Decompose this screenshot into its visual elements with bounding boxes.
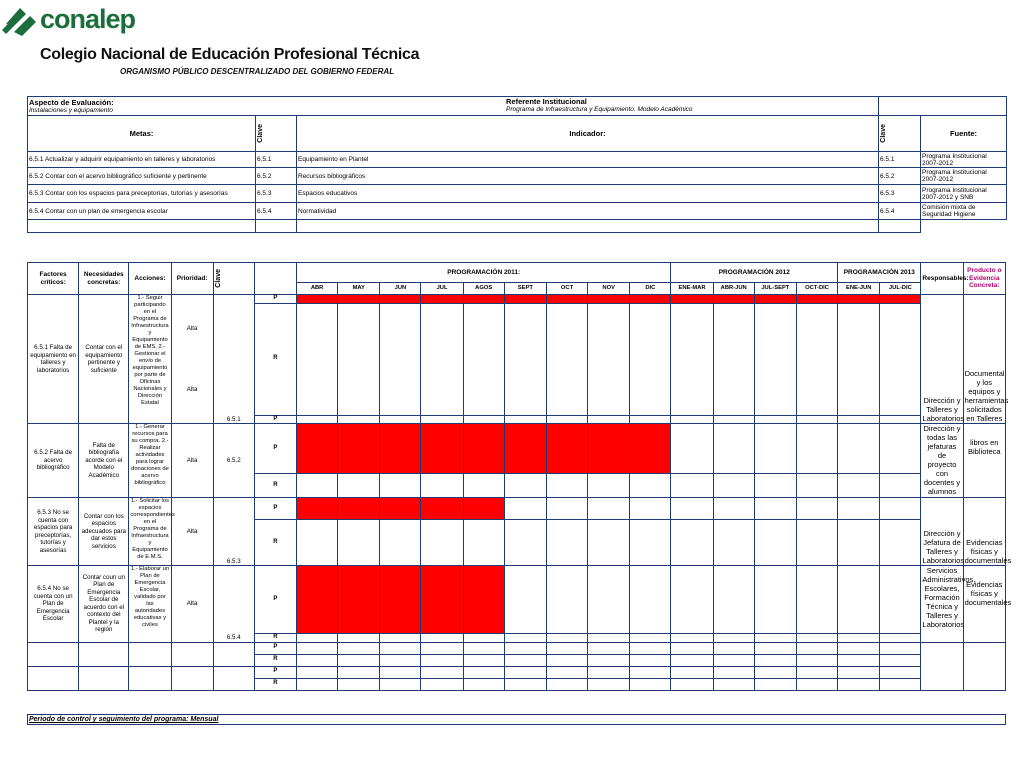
- programacion-table: [27, 262, 1012, 691]
- r-label: R: [254, 474, 296, 498]
- necesidad-cell: Contar con el equipamiento pertinente y suficiente: [79, 295, 129, 424]
- fuente-header: Fuente:: [921, 116, 1007, 152]
- r-label: R: [254, 303, 296, 415]
- r-label: R: [254, 634, 296, 643]
- clave2-cell: 6.5.4: [879, 203, 921, 220]
- p-label: P: [254, 295, 296, 304]
- clave2-header: Clave: [879, 116, 921, 152]
- gantt-bar: [297, 498, 338, 520]
- factor-cell: 6.5.2 Falta de acervo bibliográfico: [28, 424, 79, 498]
- header: [0, 0, 420, 80]
- factor-cell: 6.5.4 No se cuenta con un Plan de Emergencia Escolar: [28, 566, 79, 643]
- fuente-cell: Comisión mixta de Seguridad Higiene: [921, 203, 1007, 220]
- referente-block: [506, 98, 966, 113]
- accion-cell: 1.- Elaborar un Plan de Emergencia Escolar, validado por las autoridades educativas y civiles: [129, 566, 171, 643]
- fuente-cell: Programa Institucional 2007-2012 y SNB: [921, 185, 1007, 203]
- gantt-bar: [838, 295, 880, 304]
- footer-text: Periodo de control y seguimiento del programa: Mensual: [28, 715, 1006, 725]
- indicador-cell: Equipamiento en Plantel: [297, 152, 879, 168]
- gantt-bar: [338, 424, 380, 474]
- prioridad-header: Prioridad:: [171, 263, 213, 295]
- gantt-bar: [421, 498, 463, 520]
- gantt-bar: [754, 295, 796, 304]
- clave-cell: 6.5.2: [256, 168, 297, 185]
- month-header: JUL-DIC: [880, 283, 921, 295]
- month-header: ABR-JUN: [713, 283, 754, 295]
- gantt-bar: [421, 424, 463, 474]
- accion-cell: 1.- Seguir participando en el Programa de Infraestructura y Equipamiento de EMS. 2.- Gestionar el envío de equipamiento por parte de Oficinas Nacionales y Dirección Estatal: [129, 295, 171, 424]
- gantt-bar: [463, 498, 504, 520]
- factor-cell: 6.5.1 Falta de equipamiento en talleres y laboratorios: [28, 295, 79, 424]
- month-header: JUL-SEPT: [754, 283, 796, 295]
- gantt-bar: [463, 424, 504, 474]
- month-header: NOV: [588, 283, 630, 295]
- metas-table: [27, 96, 1007, 233]
- clave-cell: 6.5.3: [256, 185, 297, 203]
- prioridad-cell: Alta Alta: [171, 295, 213, 424]
- month-header: OCT-DIC: [796, 283, 837, 295]
- gantt-bar: [588, 295, 630, 304]
- accion-cell: 1.- Generar recursos para su compra. 2.- Realizar actividades para lograr donaciones de acervo bibliográfico: [129, 424, 171, 498]
- producto-header: Producto o Evidencia Concreta:: [963, 263, 1005, 295]
- footer-table: [27, 714, 1006, 725]
- month-header: JUN: [380, 283, 421, 295]
- institution-title: Colegio Nacional de Educación Profesional Técnica: [40, 46, 420, 63]
- table-row: [28, 185, 1007, 203]
- referente-value: Programa de Infraestructura y Equipamiento. Modelo Académico: [506, 106, 693, 113]
- meta-cell: 6.5.4 Contar con un plan de emergencia escolar: [28, 203, 256, 220]
- p-label: P: [254, 415, 296, 424]
- brand-name: conalep: [40, 4, 136, 34]
- conalep-logo-icon: [0, 2, 40, 40]
- gantt-bar: [380, 424, 421, 474]
- month-header: OCT: [546, 283, 587, 295]
- gantt-bar: [713, 295, 754, 304]
- p-label: P: [254, 424, 296, 474]
- prog2012-header: PROGRAMACIÓN 2012: [671, 263, 838, 283]
- gantt-bar: [297, 424, 338, 474]
- gantt-bar: [338, 295, 380, 304]
- gantt-bar: [338, 498, 380, 520]
- factor-cell: 6.5.3 No se cuenta con espacios para preceptorías, tutorías y asesorías: [28, 498, 79, 566]
- month-header: SEPT: [504, 283, 546, 295]
- gantt-bar: [504, 295, 546, 304]
- referente-label: Referente Institucional: [506, 97, 587, 106]
- gantt-bar: [338, 566, 380, 634]
- gantt-bar: [588, 424, 630, 474]
- prioridad-cell: Alta: [171, 566, 213, 643]
- indicador-cell: Recursos bibliográficos: [297, 168, 879, 185]
- gantt-bar: [546, 424, 587, 474]
- gantt-bar: [630, 424, 671, 474]
- clave-header: Clave: [256, 116, 297, 152]
- indicador-header: Indicador:: [297, 116, 879, 152]
- clave2-cell: 6.5.1: [879, 152, 921, 168]
- prioridad-cell: Alta: [171, 424, 213, 498]
- meta-cell: 6.5.3 Contar con los espacios para preceptorías, tutorías y asesorías: [28, 185, 256, 203]
- prog2011-header: PROGRAMACIÓN 2011:: [297, 263, 671, 283]
- month-header: JUL: [421, 283, 463, 295]
- gantt-bar: [463, 295, 504, 304]
- institution-subtitle: ORGANISMO PÚBLICO DESCENTRALIZADO DEL GOBIERNO FEDERAL: [120, 67, 395, 76]
- month-header: DIC: [630, 283, 671, 295]
- table-row: [28, 203, 1007, 220]
- necesidad-cell: Contar con los espacios adecuados para dar estos servicios: [79, 498, 129, 566]
- month-header: ENE-JUN: [838, 283, 880, 295]
- prog2013-header: PROGRAMACIÓN 2013: [838, 263, 921, 283]
- necesidad-cell: Contar coun un Plan de Emergencia Escolar de acuerdo con el contexto del Plantel y la región: [79, 566, 129, 643]
- gantt-bar: [504, 424, 546, 474]
- gantt-bar: [380, 295, 421, 304]
- producto-cell: libros en Biblioteca: [963, 424, 1005, 498]
- producto-cell: Documental y los equipos y herramientas solicitados en Talleres: [963, 295, 1005, 424]
- clave2-cell: 6.5.2: [879, 168, 921, 185]
- factores-header: Factores críticos:: [28, 263, 79, 295]
- gantt-bar: [297, 295, 338, 304]
- r-label: R: [254, 654, 296, 666]
- producto-cell: Evidencias físicas y documentales: [963, 566, 1005, 643]
- gantt-bar: [796, 295, 837, 304]
- responsable-cell: Dirección y todas las jefaturas de proyecto con docentes y alumnos: [921, 424, 963, 498]
- gantt-bar: [380, 498, 421, 520]
- p-label: P: [254, 642, 296, 654]
- accion-cell: 1.- Solicitar los espacios correspondientes en el Programa de Infraestructura y Equipamiento de E.M.S.: [129, 498, 171, 566]
- month-header: AGOS: [463, 283, 504, 295]
- month-header: ENE-MAR: [671, 283, 713, 295]
- acciones-header: Acciones:: [129, 263, 171, 295]
- meta-cell: 6.5.2 Contar con el acervo bibliográfico suficiente y pertinente: [28, 168, 256, 185]
- producto-cell: Evidencias físicas y documentales: [963, 498, 1005, 566]
- p-label: P: [254, 498, 296, 520]
- clave-cell: 6.5.3: [213, 498, 254, 566]
- metas-header: Metas:: [28, 116, 256, 152]
- clave-cell: 6.5.2: [213, 424, 254, 498]
- responsables-header: Responsables:: [921, 263, 963, 295]
- month-header: ABR: [297, 283, 338, 295]
- aspecto-label: Aspecto de Evaluación:: [29, 97, 114, 107]
- necesidades-header: Necesidades concretas:: [79, 263, 129, 295]
- clave-cell: 6.5.4: [256, 203, 297, 220]
- r-label: R: [254, 520, 296, 566]
- clave-header: Clave: [213, 263, 254, 295]
- table-row: [28, 220, 1007, 233]
- gantt-bar: [630, 295, 671, 304]
- responsable-cell: Dirección y Talleres y Laboratorios: [921, 295, 963, 424]
- responsable-cell: Dirección y Jefatura de Talleres y Laboratorios: [921, 498, 963, 566]
- table-row: [28, 152, 1007, 168]
- necesidad-cell: Falta de bibliografía acorde con el Modelo Académico: [79, 424, 129, 498]
- clave-cell: 6.5.1: [213, 295, 254, 424]
- p-label: P: [254, 666, 296, 678]
- aspecto-value: Instalaciones y equipamiento: [29, 106, 113, 114]
- gantt-bar: [546, 295, 587, 304]
- p-label: P: [254, 566, 296, 634]
- prioridad-cell: Alta: [171, 498, 213, 566]
- month-header: MAY: [338, 283, 380, 295]
- clave2-cell: 6.5.3: [879, 185, 921, 203]
- gantt-bar: [463, 566, 504, 634]
- fuente-cell: Programa Institucional 2007-2012: [921, 152, 1007, 168]
- gantt-bar: [671, 295, 713, 304]
- indicador-cell: Normatividad: [297, 203, 879, 220]
- clave-cell: 6.5.1: [256, 152, 297, 168]
- r-label: R: [254, 678, 296, 690]
- table-row: [28, 168, 1007, 185]
- gantt-bar: [380, 566, 421, 634]
- gantt-bar: [421, 295, 463, 304]
- gantt-bar: [880, 295, 921, 304]
- gantt-bar: [421, 566, 463, 634]
- gantt-bar: [297, 566, 338, 634]
- fuente-cell: Programa Institucional 2007-2012: [921, 168, 1007, 185]
- meta-cell: 6.5.1 Actualizar y adquirir equipamiento en talleres y laboratorios: [28, 152, 256, 168]
- clave-cell: 6.5.4: [213, 566, 254, 643]
- indicador-cell: Espacios educativos: [297, 185, 879, 203]
- responsable-cell: Servicios Administrativos, Escolares, Formación Técnica y Talleres y Laboratorios: [921, 566, 963, 643]
